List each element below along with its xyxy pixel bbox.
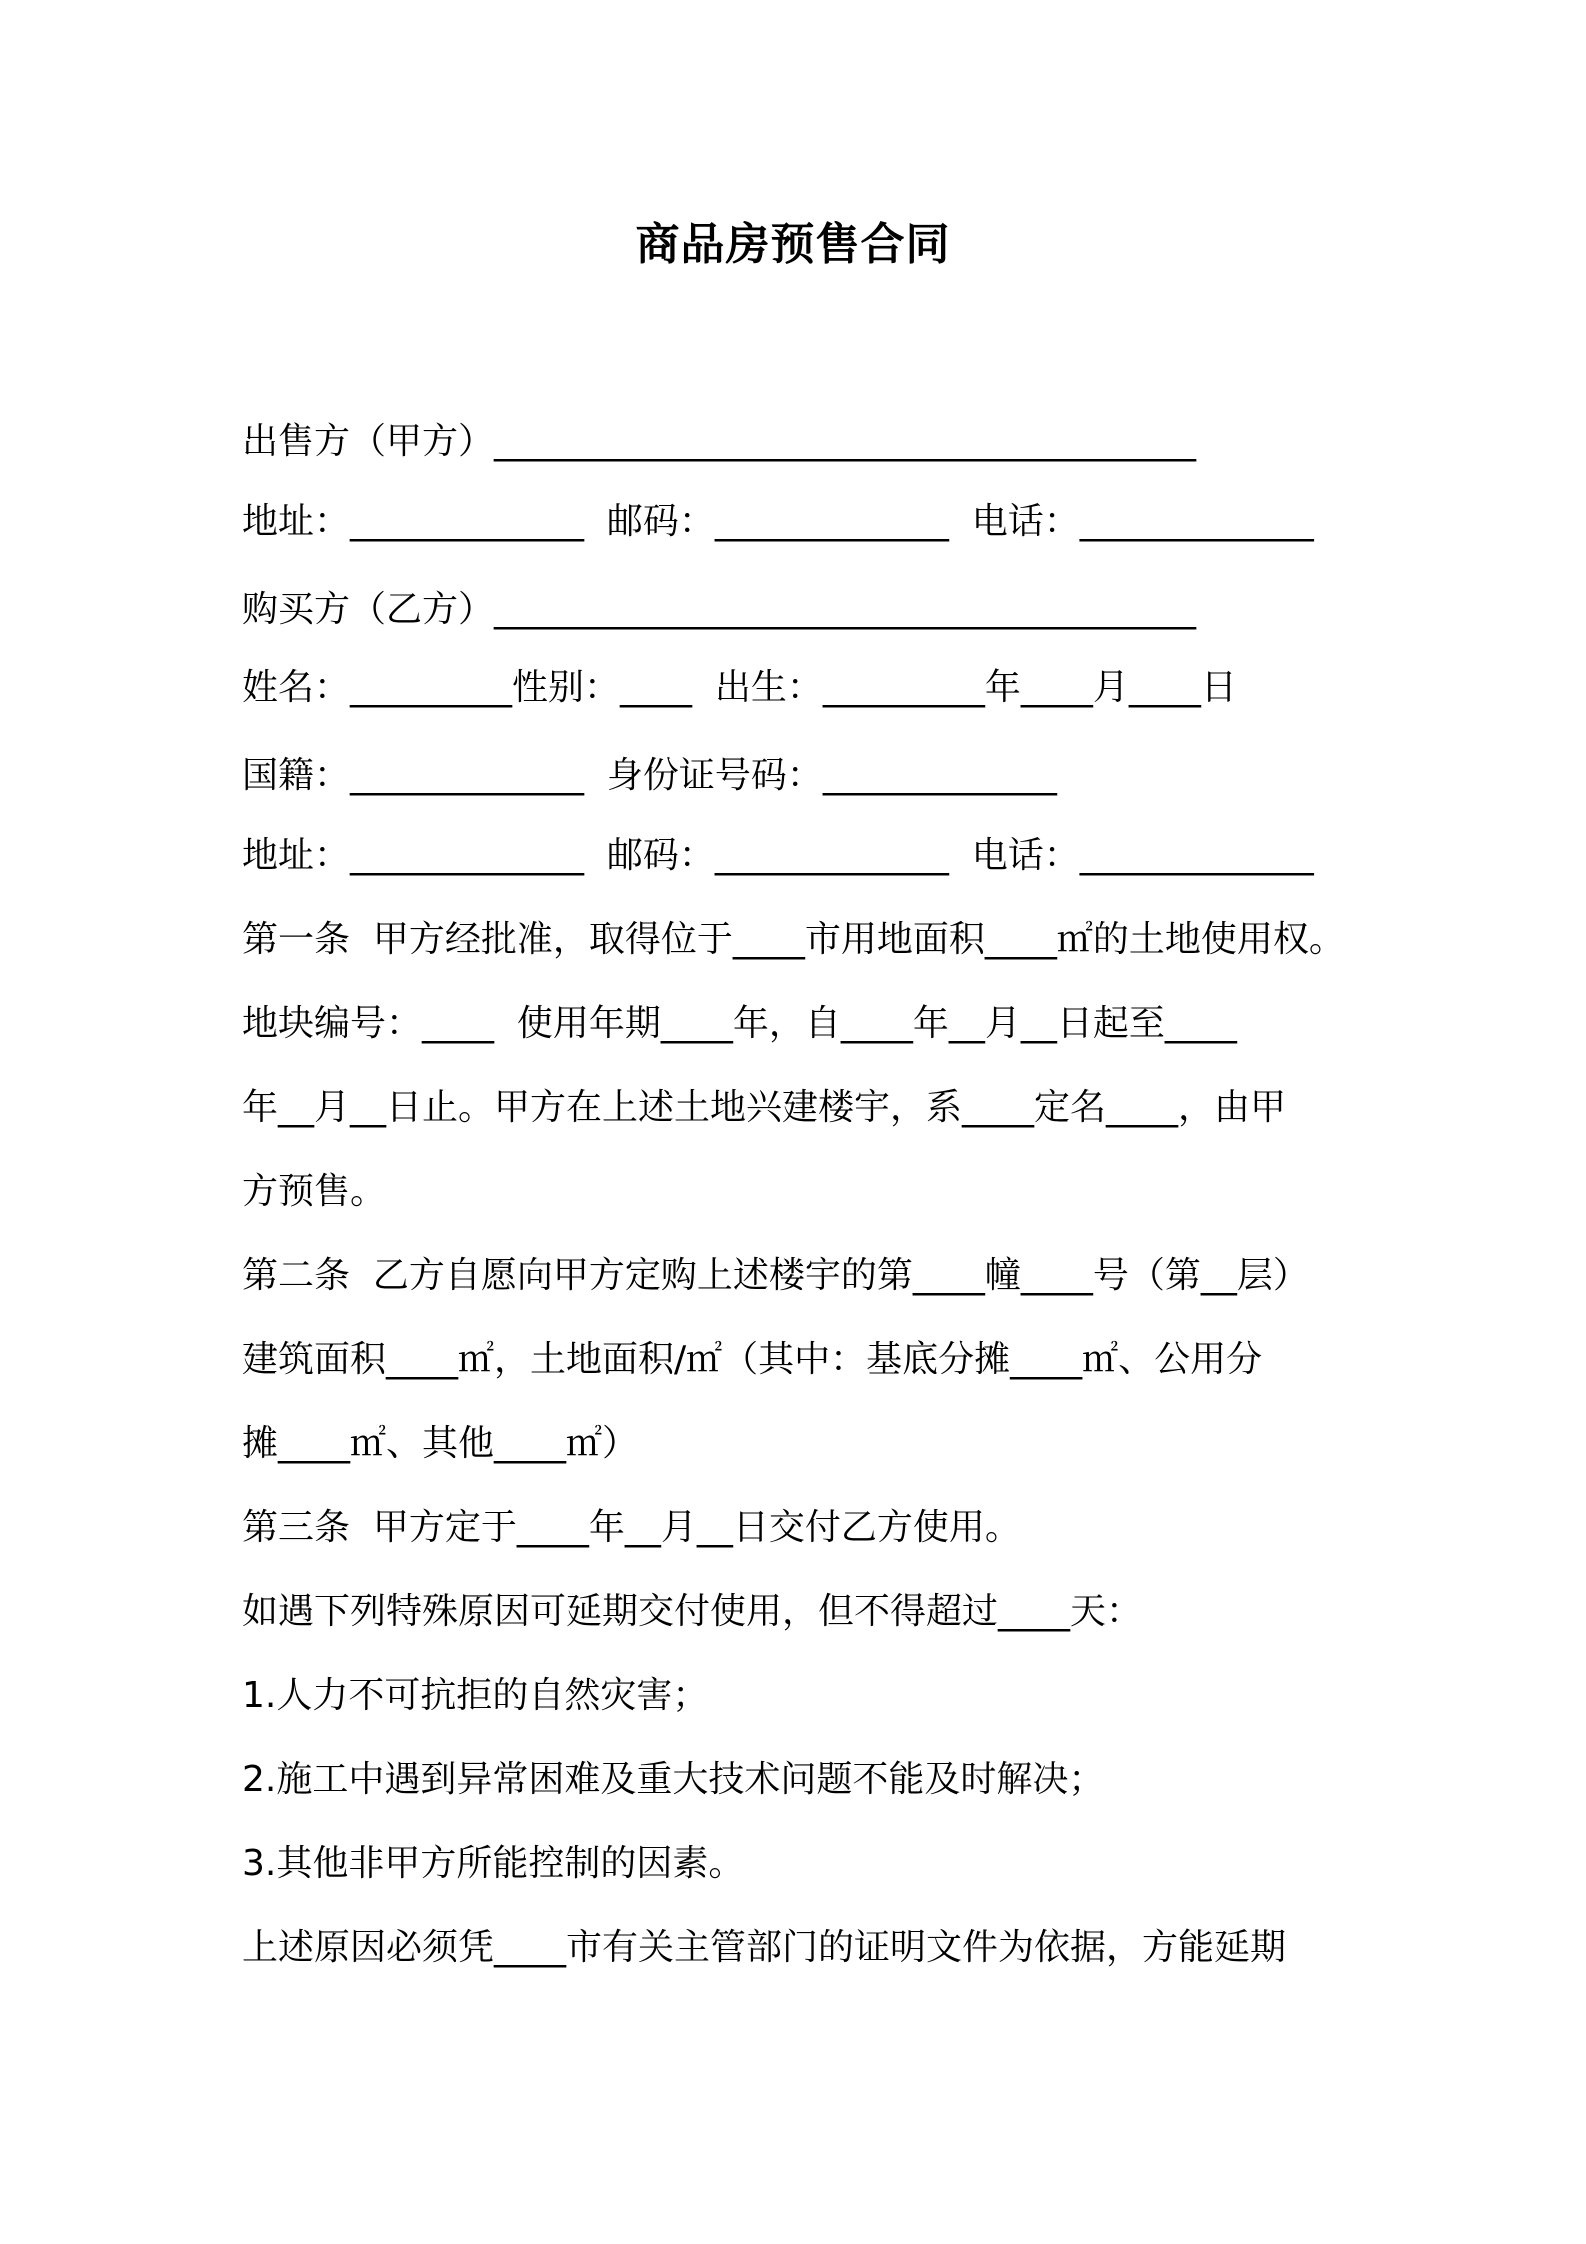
article-1-line-1: 第一条 甲方经批准，取得位于____市用地面积____㎡的土地使用权。 <box>242 919 1345 960</box>
buyer-address-line: 地址：_____________ 邮码：_____________ 电话：_____________ <box>242 835 1314 876</box>
delay-reason-1: 1.人力不可抗拒的自然灾害； <box>242 1675 709 1716</box>
document-title: 商品房预售合同 <box>635 219 951 270</box>
article-1-line-4: 方预售。 <box>242 1171 387 1212</box>
delay-reason-2: 2.施工中遇到异常困难及重大技术问题不能及时解决； <box>242 1759 1105 1800</box>
article-2-line-2: 建筑面积____㎡，土地面积/㎡（其中：基底分摊____㎡、公用分 <box>242 1339 1263 1380</box>
article-1-line-3: 年__月__日止。甲方在上述土地兴建楼宇，系____定名____，由甲 <box>242 1087 1287 1128</box>
buyer-name-line: 姓名：_________性别：____ 出生：_________年____月____日 <box>242 667 1237 708</box>
article-2-line-1: 第二条 乙方自愿向甲方定购上述楼宇的第____幢____号（第__层） <box>242 1255 1309 1296</box>
article-3-line-1: 第三条 甲方定于____年__月__日交付乙方使用。 <box>242 1507 1021 1548</box>
seller-line: 出售方（甲方）_______________________________________ <box>242 421 1197 462</box>
article-2-line-3: 摊____㎡、其他____㎡） <box>242 1423 639 1464</box>
buyer-nationality-line: 国籍：_____________ 身份证号码：_____________ <box>242 755 1057 796</box>
seller-address-line: 地址：_____________ 邮码：_____________ 电话：_____________ <box>242 501 1314 542</box>
delay-clause-line: 如遇下列特殊原因可延期交付使用，但不得超过____天： <box>242 1591 1143 1632</box>
delay-reason-3: 3.其他非甲方所能控制的因素。 <box>242 1843 745 1884</box>
delay-proof-line: 上述原因必须凭____市有关主管部门的证明文件为依据，方能延期 <box>242 1927 1287 1968</box>
buyer-line: 购买方（乙方）_______________________________________ <box>242 589 1197 630</box>
article-1-line-2: 地块编号：____ 使用年期____年，自____年__月__日起至____ <box>242 1003 1237 1044</box>
